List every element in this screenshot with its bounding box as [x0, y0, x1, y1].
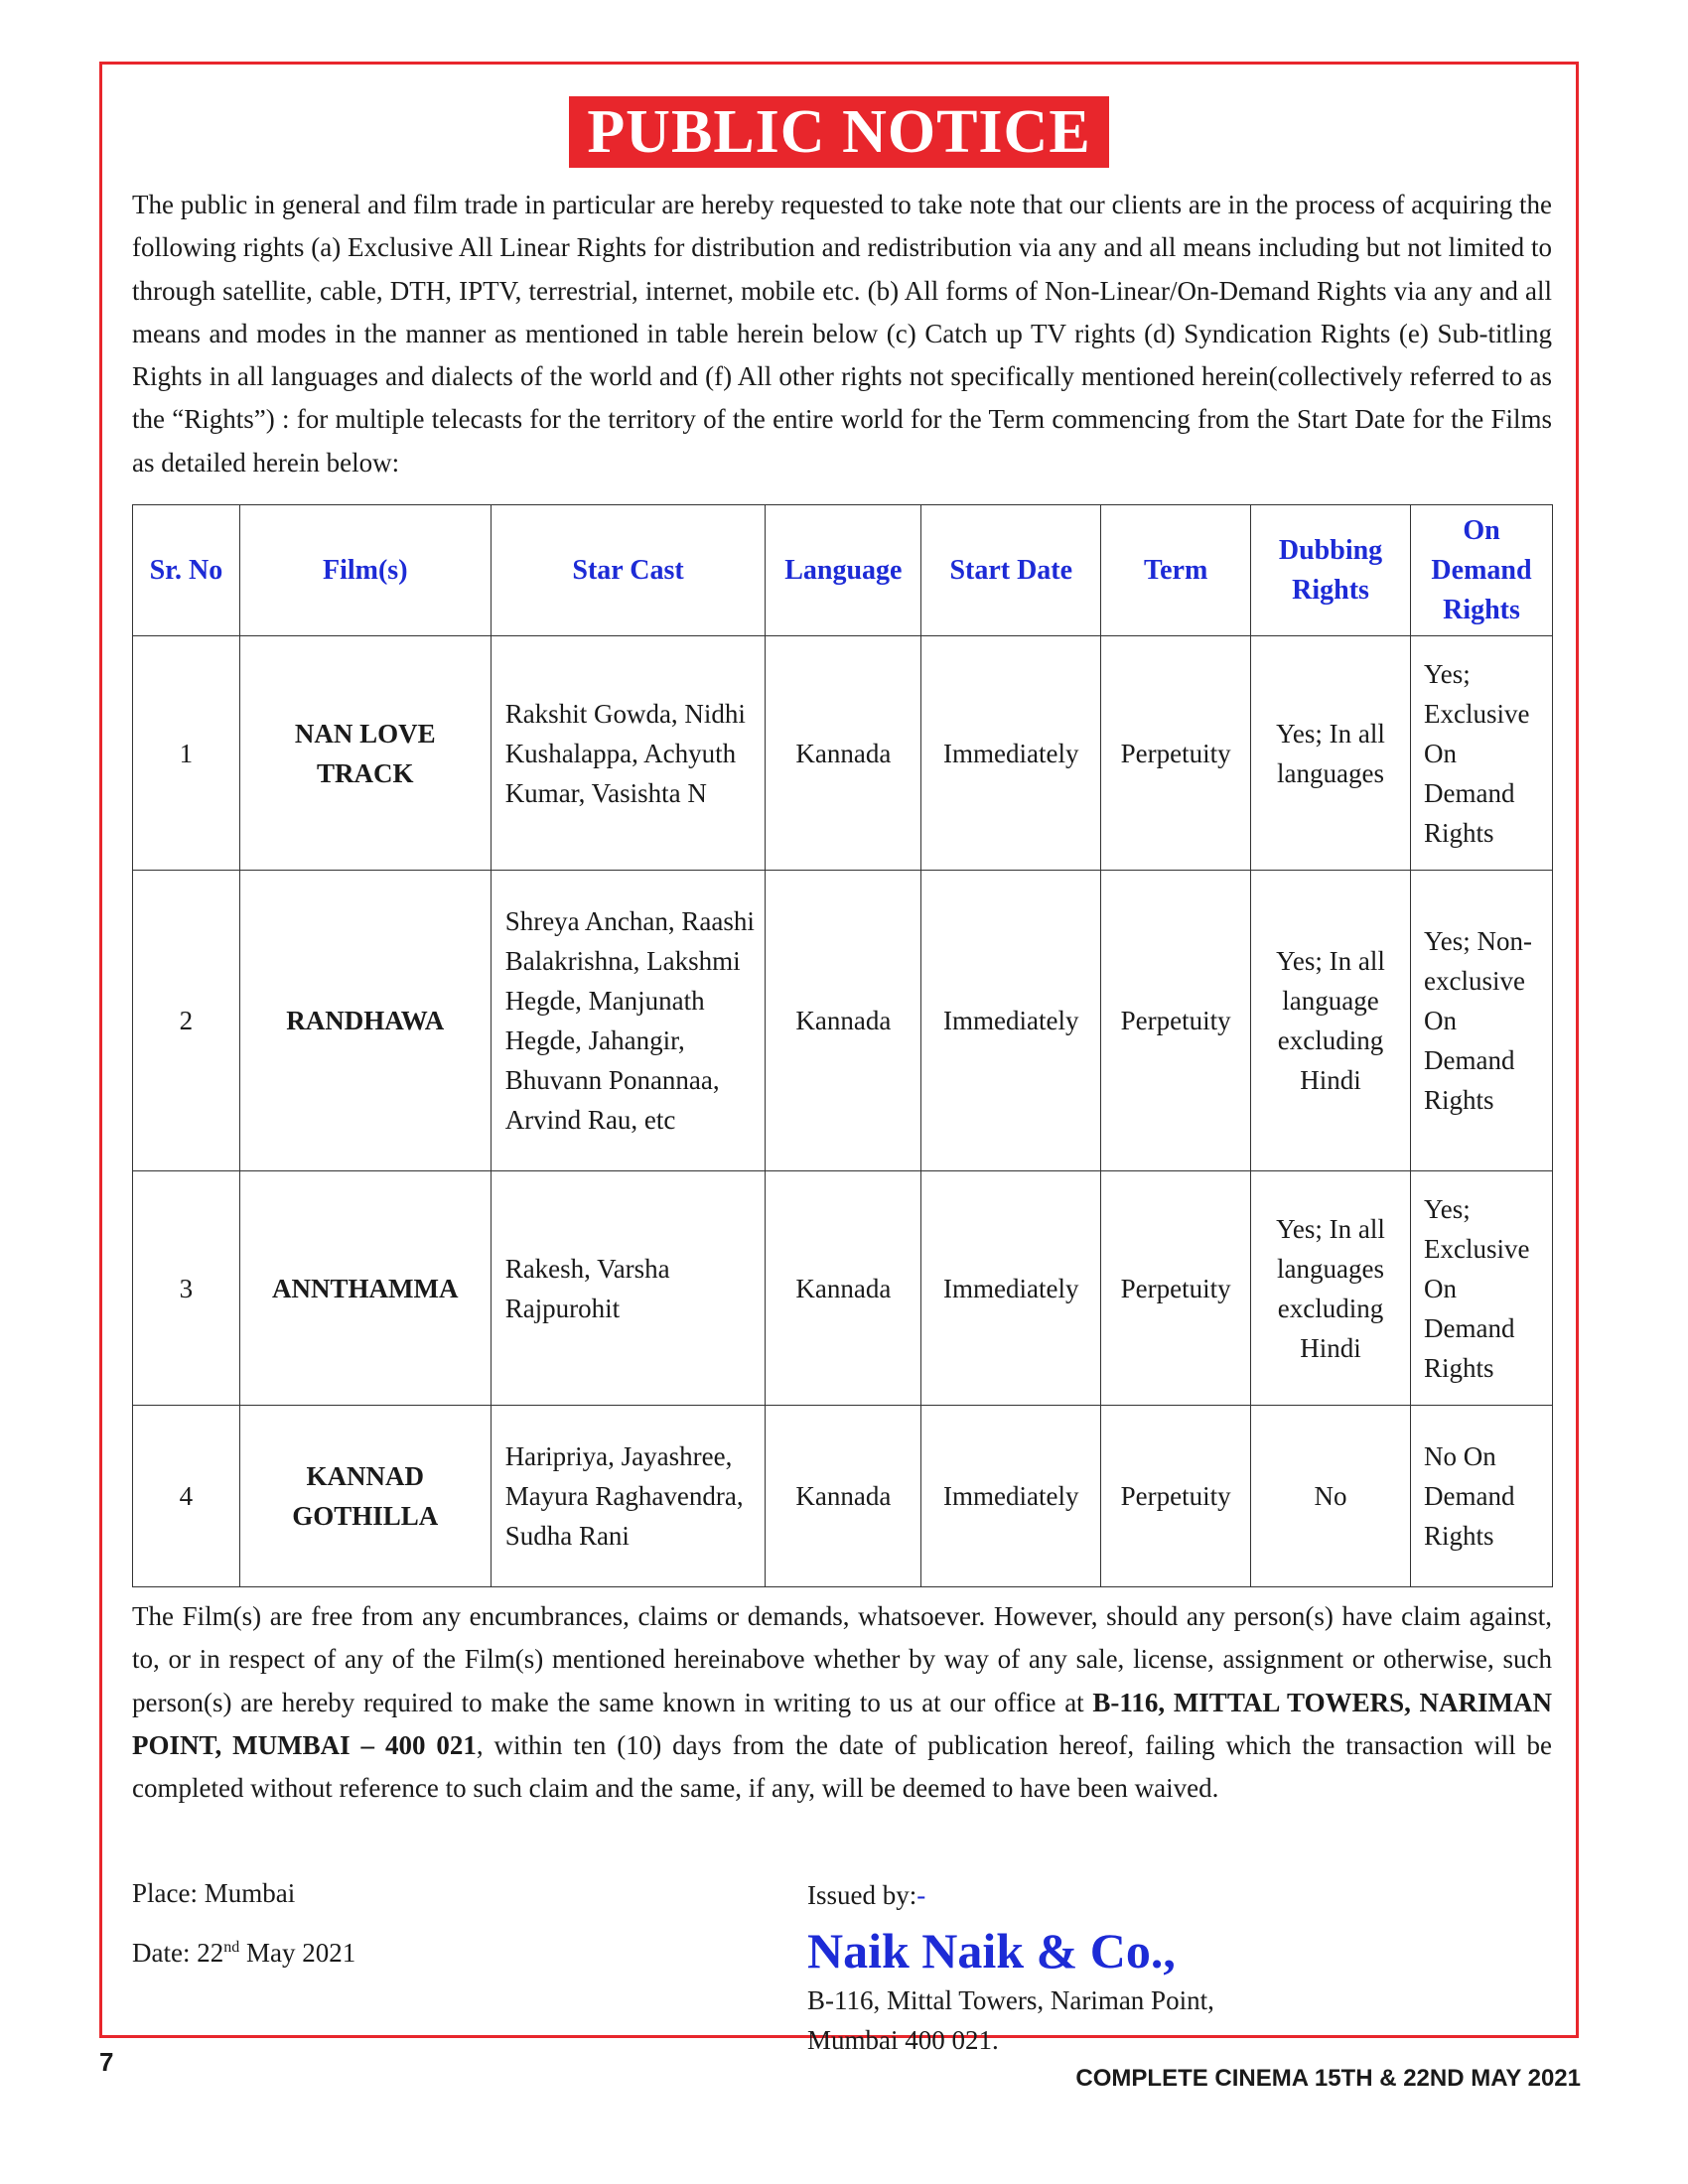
cell-dubbing: No [1251, 1406, 1411, 1587]
cell-star-cast: Shreya Anchan, Raashi Balakrishna, Lakshmi Hegde, Manjunath Hegde, Jahangir, Bhuvann Ponannaa, Arvind Rau, etc [491, 871, 766, 1171]
header-star-cast: Star Cast [491, 505, 766, 636]
office-address: B-116, MITTAL TOWERS, NARIMAN POINT, MUMBAI – 400 021 [132, 1687, 1553, 1760]
cell-sr-no: 1 [133, 636, 240, 871]
cell-language: Kannada [766, 871, 921, 1171]
cell-dubbing: Yes; In all languages excluding Hindi [1251, 1171, 1411, 1406]
issued-dash: - [916, 1880, 926, 1910]
header-films: Film(s) [239, 505, 491, 636]
firm-name: Naik Naik & Co., [807, 1923, 1176, 1979]
cell-term: Perpetuity [1101, 871, 1251, 1171]
title-wrap [102, 96, 1576, 168]
cell-film: KANNAD GOTHILLA [239, 1406, 491, 1587]
header-term: Term [1101, 505, 1251, 636]
place-line: Place: Mumbai [132, 1878, 296, 1908]
cell-term: Perpetuity [1101, 1171, 1251, 1406]
cell-language: Kannada [766, 1406, 921, 1587]
claims-paragraph [132, 1595, 1552, 1810]
table-row [133, 636, 1553, 871]
notice-border [99, 62, 1579, 2055]
cell-star-cast: Haripriya, Jayashree, Mayura Raghavendra, Sudha Rani [491, 1406, 766, 1587]
notice-title: PUBLIC NOTICE [569, 96, 1108, 168]
cell-on-demand: No On Demand Rights [1410, 1406, 1552, 1587]
header-on-demand-rights: On Demand Rights [1410, 505, 1552, 636]
cell-star-cast: Rakshit Gowda, Nidhi Kushalappa, Achyuth Kumar, Vasishta N [491, 636, 766, 871]
date-suffix: nd [223, 1939, 240, 1956]
cell-start-date: Immediately [921, 1406, 1101, 1587]
cell-start-date: Immediately [921, 636, 1101, 871]
header-dubbing-rights: Dubbing Rights [1251, 505, 1411, 636]
cell-film: ANNTHAMMA [239, 1171, 491, 1406]
publication-footer: COMPLETE CINEMA 15TH & 22ND MAY 2021 [1075, 2065, 1581, 2092]
intro-paragraph: The public in general and film trade in particular are hereby requested to take note that our clients are in the process of acquiring the following rights (a) Exclusive All Linear Rights for distribution and redistribution via any and all means including but not limited to through satellite, cable, DTH, IPTV, terrestrial, internet, mobile etc. (b) All forms of Non-Linear/On-Demand Rights via any and all means and modes in the manner as mentioned in table herein below (c) Catch up TV rights (d) Syndication Rights (e) Sub-titling Rights in all languages and dialects of the world and (f) All other rights not specifically mentioned herein(collectively referred to as the “Rights”) : for multiple telecasts for the territory of the entire world for the Term commencing from the Start Date for the Films as detailed herein below: [132, 190, 1552, 478]
table-row [133, 1171, 1553, 1406]
cell-sr-no: 4 [133, 1406, 240, 1587]
page-number: 7 [99, 2047, 114, 2077]
cell-start-date: Immediately [921, 871, 1101, 1171]
issued-by-label [807, 1875, 925, 1915]
cell-dubbing: Yes; In all languages [1251, 636, 1411, 871]
issued-text: Issued by: [807, 1880, 917, 1910]
table-row [133, 871, 1553, 1171]
table-row [133, 1406, 1553, 1587]
header-sr-no: Sr. No [133, 505, 240, 636]
header-language: Language [766, 505, 921, 636]
header-start-date: Start Date [921, 505, 1101, 636]
cell-film: NAN LOVE TRACK [239, 636, 491, 871]
cell-dubbing: Yes; In all language excluding Hindi [1251, 871, 1411, 1171]
cell-term: Perpetuity [1101, 636, 1251, 871]
date-rest: May 2021 [239, 1938, 356, 1968]
date-line [132, 1933, 355, 1973]
cell-on-demand: Yes; Exclusive On Demand Rights [1410, 1171, 1552, 1406]
firm-address-line1: B-116, Mittal Towers, Nariman Point, [807, 1985, 1214, 2015]
cell-language: Kannada [766, 1171, 921, 1406]
cell-on-demand: Yes; Non-exclusive On Demand Rights [1410, 871, 1552, 1171]
cell-start-date: Immediately [921, 1171, 1101, 1406]
cell-sr-no: 2 [133, 871, 240, 1171]
cell-star-cast: Rakesh, Varsha Rajpurohit [491, 1171, 766, 1406]
cell-language: Kannada [766, 636, 921, 871]
cell-on-demand: Yes; Exclusive On Demand Rights [1410, 636, 1552, 871]
firm-address-line2: Mumbai 400 021. [807, 2025, 999, 2055]
table-header-row [133, 505, 1553, 636]
claims-text-after: , within ten (10) days from the date of publication hereof, failing which the transaction will be completed without reference to such claim and the same, if any, will be deemed to have been waived. [132, 1729, 1552, 1804]
films-table [132, 504, 1553, 1587]
claims-text-before: The Film(s) are free from any encumbrances, claims or demands, whatsoever. However, should any person(s) have claim against, to, or in respect of any of the Film(s) mentioned hereinabove whether by way of any sale, license, assignment or otherwise, such person(s) are hereby required to make the same known in writing to us at our office at [132, 1601, 1552, 1717]
cell-film: RANDHAWA [239, 871, 491, 1171]
date-prefix: Date: 22 [132, 1938, 224, 1968]
cell-sr-no: 3 [133, 1171, 240, 1406]
cell-term: Perpetuity [1101, 1406, 1251, 1587]
